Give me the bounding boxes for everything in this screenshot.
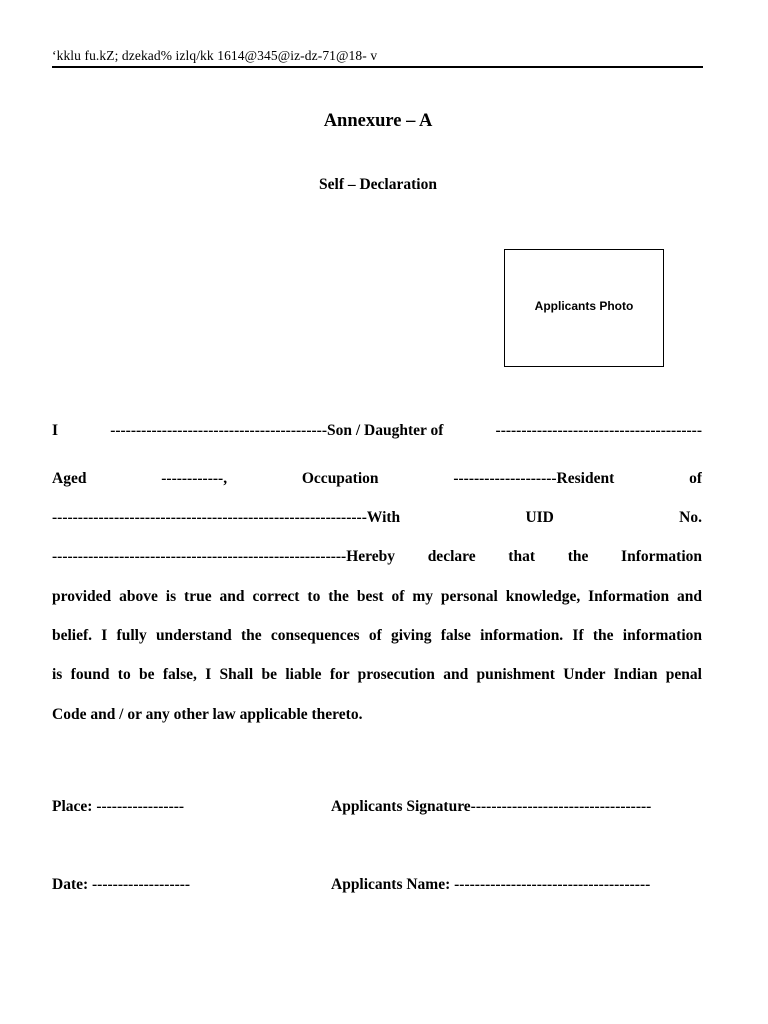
header-rule: [52, 66, 703, 68]
declaration-line-1: [52, 422, 702, 440]
declaration-line-5: provided above is true and correct to the best of my personal knowledge, Information and: [52, 588, 702, 605]
name-field: Applicants Name: --------------------------------------: [331, 876, 651, 893]
declaration-text: ------------------------------------------Son / Daughter of: [110, 422, 444, 439]
page-title: Annexure – A: [323, 111, 433, 131]
declaration-text: I: [52, 422, 59, 439]
declaration-text: No.: [679, 509, 702, 526]
declaration-text: UID: [525, 509, 554, 526]
declaration-line-8: Code and / or any other law applicable thereto.: [52, 706, 363, 723]
declaration-text: ---------------------------------------------------------Hereby: [52, 548, 395, 565]
date-field: Date: -------------------: [52, 876, 191, 893]
photo-box: [504, 249, 664, 367]
declaration-text: of: [689, 470, 702, 487]
declaration-text: Information: [621, 548, 702, 565]
declaration-text: --------------------Resident: [453, 470, 615, 487]
header-reference: ‘kklu fu.kZ; dzekad% izlq/kk 1614@345@iz-dz-71@18- v: [52, 48, 378, 63]
declaration-text: that: [508, 548, 535, 565]
signature-field: Applicants Signature-----------------------------------: [331, 798, 652, 815]
declaration-text: Aged: [52, 470, 87, 487]
declaration-line-6: belief. I fully understand the consequences of giving false information. If the information: [52, 627, 702, 644]
declaration-text: ------------,: [161, 470, 228, 487]
declaration-text: -------------------------------------------------------------With: [52, 509, 401, 526]
declaration-line-2: [52, 470, 702, 488]
declaration-text: ----------------------------------------: [495, 422, 702, 439]
photo-label: Applicants Photo: [534, 299, 634, 313]
declaration-text: Occupation: [301, 470, 379, 487]
declaration-text: declare: [427, 548, 476, 565]
declaration-line-4: [52, 548, 702, 566]
page-subtitle: Self – Declaration: [319, 176, 437, 193]
place-field: Place: -----------------: [52, 798, 185, 815]
declaration-line-7: is found to be false, I Shall be liable for prosecution and punishment Under Indian penal: [52, 666, 702, 683]
declaration-line-3: [52, 509, 702, 527]
declaration-text: the: [567, 548, 589, 565]
